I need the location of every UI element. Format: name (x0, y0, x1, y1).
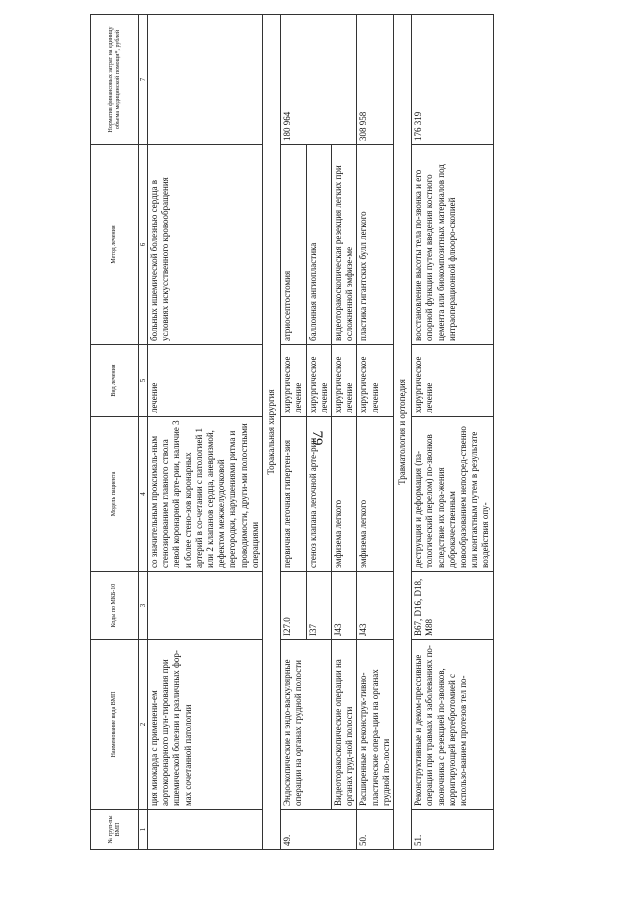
treatment-method-cell: баллонная ангиопластика (306, 145, 331, 345)
column-number: 2 (139, 640, 148, 810)
cost-cell: 308 958 (357, 15, 394, 145)
column-number: 6 (139, 145, 148, 345)
patient-model-cell: эмфизема легкого (357, 417, 394, 572)
treatment-type-cell: хирургическое лечение (357, 345, 394, 417)
icd-code-cell: J43 (332, 572, 357, 640)
treatment-method-cell: больных ишемической болезнью сердца в условиях искусственного кровообращения (148, 145, 263, 345)
icd-code-cell: I37 (306, 572, 331, 640)
patient-model-cell: эмфизема легкого (332, 417, 357, 572)
group-number-cell: 51. (412, 810, 493, 850)
column-number: 3 (139, 572, 148, 640)
header-cost-standard: Норматив финансовых затрат на единицу объема медицинской помощи*, рублей (91, 15, 139, 145)
table-row (412, 15, 493, 850)
treatment-type-cell: лечение (148, 345, 263, 417)
header-group-number: № груп-пы ВМП (91, 810, 139, 850)
section-row-trauma (394, 15, 412, 850)
header-patient-model: Модель пациента (91, 417, 139, 572)
document-table-rotated (90, 15, 590, 850)
treatment-method-cell: восстановление высоты тела по-звонка и его опорной функции путем введения костного цемента или биокомпозитных материалов под интраоперационной флюоро-скопией (412, 145, 493, 345)
group-number-cell: 49. (281, 810, 357, 850)
icd-code-cell: J43 (357, 572, 394, 640)
treatment-type-cell: хирургическое лечение (332, 345, 357, 417)
treatment-method-cell: видеоторакоскопическая резекция легких при осложненной эмфизе-ме (332, 145, 357, 345)
header-treatment-type: Вид лечения (91, 345, 139, 417)
patient-model-cell: деструкция и деформация (па-тологический перелом) по-звонков вследствие их пора-жения доброкачественным новообразованием непосред-ственно или контактным путем в результате воздействия опу- (412, 417, 493, 572)
table-header-row (91, 15, 139, 850)
section-title: Травматология и ортопедия (394, 15, 412, 850)
vmp-table (90, 14, 494, 850)
icd-code-cell: B67, D16, D18, M88 (412, 572, 493, 640)
section-title: Торакальная хирургия (263, 15, 281, 850)
vmp-name-cell: Видеоторакоскопические операции на органах груд-ной полости (332, 640, 357, 810)
treatment-type-cell: хирургическое лечение (306, 345, 331, 417)
cost-cell: 180 964 (281, 15, 357, 145)
vmp-name-cell: Эндоскопические и эндо-васкулярные операции на органах грудной полости (281, 640, 332, 810)
vmp-name-cell: Реконструктивные и деком-прессивные операции при травмах и заболеваниях по-звоночника с резекцией по-звонков, корригирующей вертебротомией с использо-ванием протезов тел по- (412, 640, 493, 810)
patient-model-cell: первичная легочная гипертен-зия (281, 417, 306, 572)
group-number-cell: 50. (357, 810, 394, 850)
treatment-method-cell: атриосептостомия (281, 145, 306, 345)
column-number: 1 (139, 810, 148, 850)
header-treatment-method: Метод лечения (91, 145, 139, 345)
column-number-row (139, 15, 148, 850)
column-number: 5 (139, 345, 148, 417)
icd-code-cell: I27.0 (281, 572, 306, 640)
patient-model-cell: стеноз клапана легочной арте-рии (306, 417, 331, 572)
cost-cell: 176 319 (412, 15, 493, 145)
column-number: 7 (139, 15, 148, 145)
page-number: 79 (309, 430, 325, 446)
treatment-type-cell: хирургическое лечение (412, 345, 493, 417)
section-row-thoracic (263, 15, 281, 850)
header-icd-codes: Коды по МКБ-10 (91, 572, 139, 640)
table-row (148, 15, 263, 850)
treatment-type-cell: хирургическое лечение (281, 345, 306, 417)
treatment-method-cell: пластика гигантских булл легкого (357, 145, 394, 345)
vmp-name-cell: Расширенные и реконструк-тивно-пластические опера-ции на органах грудной по-лости (357, 640, 394, 810)
table-row (281, 15, 306, 850)
column-number: 4 (139, 417, 148, 572)
header-vmp-name: Наименование вида ВМП (91, 640, 139, 810)
patient-model-cell: со значительным проксималь-ным стенозированием главного ствола левой коронарной арте-рии, наличие 3 и более стено-зов коронарных артерий в со-четании с патологией 1 или 2 клапанов сердца, аневризмой, дефектом межжелудочковой перегородки, нарушениями ритма и проводимости, други-ми полостными операциями (148, 417, 263, 572)
table-row (357, 15, 394, 850)
vmp-name-cell: ция миокарда с применени-ем аортокоронарного шун-тирования при ишемической болезни и различных фор-мах сочетанной патологии (148, 640, 263, 810)
